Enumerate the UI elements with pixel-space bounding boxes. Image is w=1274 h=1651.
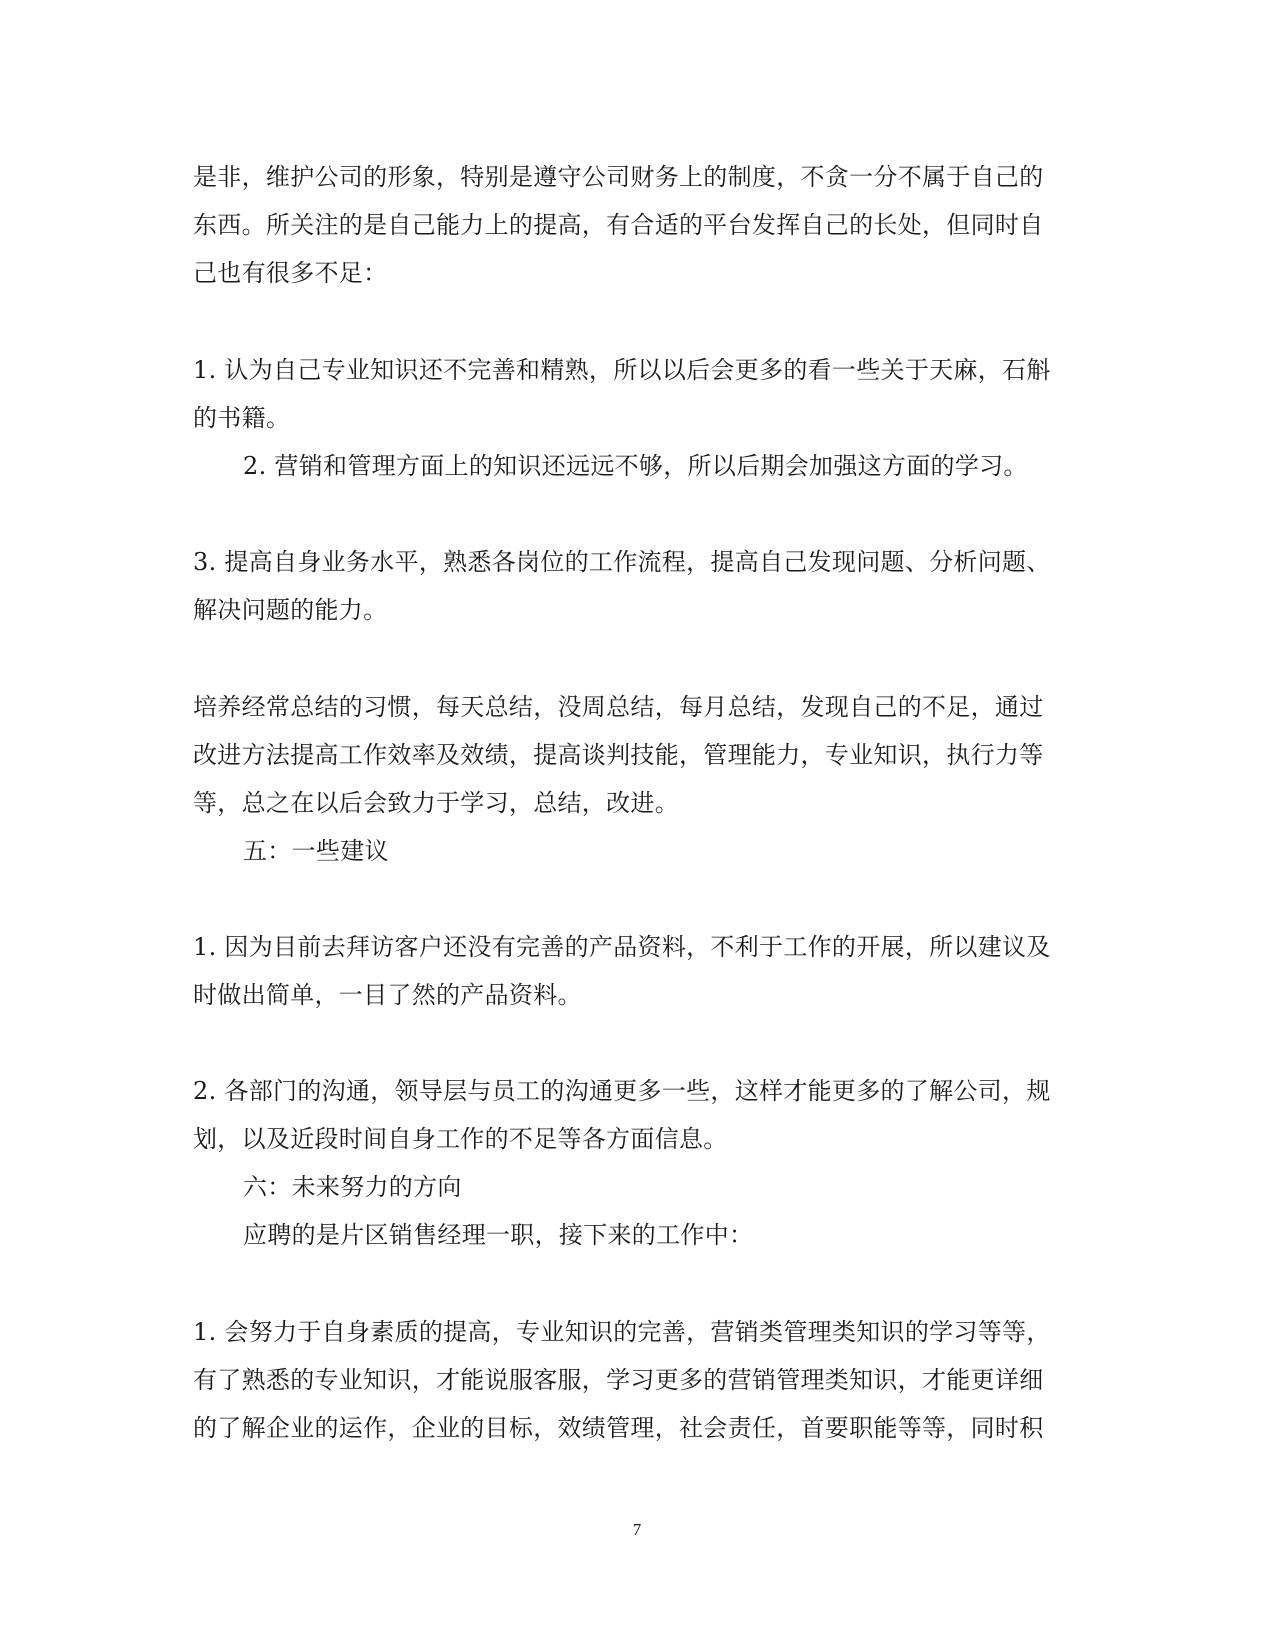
text-line: 2. 营销和管理方面上的知识还远远不够，所以后期会加强这方面的学习。 bbox=[243, 452, 1028, 480]
section-heading: 五：一些建议 bbox=[243, 837, 389, 865]
text-line: 1. 因为目前去拜访客户还没有完善的产品资料，不利于工作的开展，所以建议及 bbox=[193, 933, 1051, 961]
text-line: 1. 会努力于自身素质的提高，专业知识的完善，营销类管理类知识的学习等等， bbox=[193, 1318, 1051, 1346]
text-line: 划，以及近段时间自身工作的不足等各方面信息。 bbox=[193, 1125, 728, 1153]
text-line: 己也有很多不足： bbox=[193, 259, 388, 287]
text-line: 东西。所关注的是自己能力上的提高，有合适的平台发挥自己的长处，但同时自 bbox=[193, 211, 1044, 239]
text-line: 解决问题的能力。 bbox=[193, 596, 388, 624]
text-line: 应聘的是片区销售经理一职，接下来的工作中： bbox=[243, 1221, 754, 1249]
text-line: 培养经常总结的习惯，每天总结，没周总结，每月总结，发现自己的不足，通过 bbox=[193, 693, 1044, 721]
text-line: 的了解企业的运作，企业的目标，效绩管理，社会责任，首要职能等等，同时积 bbox=[193, 1414, 1044, 1442]
text-line: 2. 各部门的沟通，领导层与员工的沟通更多一些，这样才能更多的了解公司，规 bbox=[193, 1077, 1051, 1105]
text-line: 时做出简单，一目了然的产品资料。 bbox=[193, 981, 582, 1009]
section-heading: 六：未来努力的方向 bbox=[243, 1173, 462, 1201]
text-line: 是非，维护公司的形象，特别是遵守公司财务上的制度，不贪一分不属于自己的 bbox=[193, 163, 1044, 191]
text-line: 1. 认为自己专业知识还不完善和精熟，所以以后会更多的看一些关于天麻，石斛 bbox=[193, 356, 1051, 384]
text-line: 的书籍。 bbox=[193, 404, 291, 432]
text-line: 3. 提高自身业务水平，熟悉各岗位的工作流程，提高自己发现问题、分析问题、 bbox=[193, 548, 1051, 576]
text-line: 等，总之在以后会致力于学习，总结，改进。 bbox=[193, 789, 679, 817]
text-line: 改进方法提高工作效率及效绩，提高谈判技能，管理能力，专业知识，执行力等 bbox=[193, 741, 1044, 769]
text-line: 有了熟悉的专业知识，才能说服客服，学习更多的营销管理类知识，才能更详细 bbox=[193, 1366, 1044, 1394]
page-number: 7 bbox=[632, 1520, 642, 1539]
